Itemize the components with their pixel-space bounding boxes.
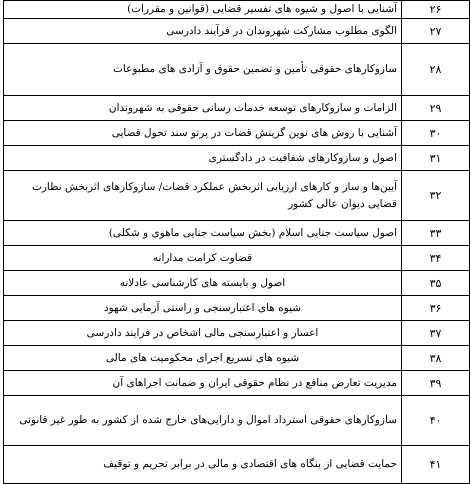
row-number-cell: ۳۱ [402,146,470,171]
row-number-cell: ۳۰ [402,121,470,146]
topic-cell: الزامات و سازوکارهای توسعه خدمات رسانی حقوقی به شهروندان [4,96,402,121]
table-row [4,171,470,221]
course-topics-table [3,0,470,484]
table-row [4,346,470,371]
topic-cell: اصول و بایسته های کارشناسی عادلانه [4,271,402,296]
table-row [4,296,470,321]
table-row [4,44,470,96]
row-number-cell: ۳۲ [402,171,470,221]
topic-cell: سازوکارهای حقوقی تأمین و تضمین حقوق و آزادی های مطبوعات [4,44,402,96]
topic-cell: اصول سیاست جنایی اسلام (بخش سیاست جنایی ماهوی و شکلی) [4,221,402,246]
table-row [4,96,470,121]
row-number-cell: ۳۹ [402,371,470,396]
topic-cell: اصول و سازوکارهای شفافیت در دادگستری [4,146,402,171]
topic-cell: آشنایی با روش های نوین گزینش قضات در پرتو سند تحول قضایی [4,121,402,146]
table-row [4,246,470,271]
table-row [4,121,470,146]
row-number-cell: ۴۱ [402,446,470,484]
topic-cell: مدیریت تعارض منافع در نظام حقوقی ایران و ضمانت اجراهای آن [4,371,402,396]
row-number-cell: ۲۸ [402,44,470,96]
topic-cell: حمایت قضایی از بنگاه های اقتصادی و مالی در برابر تحریم و توقیف [4,446,402,484]
topic-cell: اعسار و اعتبارسنجی مالی اشخاص در فرایند دادرسی [4,321,402,346]
row-number-cell: ۳۳ [402,221,470,246]
row-number-cell: ۴۰ [402,396,470,446]
table-row [4,446,470,484]
table-row [4,371,470,396]
row-number-cell: ۳۶ [402,296,470,321]
row-number-cell: ۳۷ [402,321,470,346]
topic-cell: آیین‌ها و ساز و کارهای ارزیابی اثربخش عملکرد قضات/ سازوکارهای اثربخش نظارت قضایی دیوان عالی کشور [4,171,402,221]
table-row [4,321,470,346]
row-number-cell: ۳۵ [402,271,470,296]
topic-cell: الگوی مطلوب مشارکت شهروندان در فرآیند دادرسی [4,19,402,44]
row-number-cell: ۲۷ [402,19,470,44]
table-row [4,19,470,44]
row-number-cell: ۲۹ [402,96,470,121]
table-row [4,271,470,296]
row-number-cell: ۲۶ [402,1,470,19]
table-row [4,1,470,19]
row-number-cell: ۳۸ [402,346,470,371]
table-row [4,146,470,171]
row-number-cell: ۳۴ [402,246,470,271]
topic-cell: شیوه های اعتبارسنجی و راستی آزمایی شهود [4,296,402,321]
table-row [4,221,470,246]
topic-cell: آشنایی با اصول و شیوه های تفسیر قضایی (قوانین و مقررات) [4,1,402,19]
table-body [4,1,470,484]
topic-cell: قضاوت کرامت مدارانه [4,246,402,271]
table-row [4,396,470,446]
topic-cell: سازوکارهای حقوقی استرداد اموال و دارایی‌های خارج شده از کشور به طور غیر قانونی [4,396,402,446]
topic-cell: شیوه های تسریع اجرای محکومیت های مالی [4,346,402,371]
